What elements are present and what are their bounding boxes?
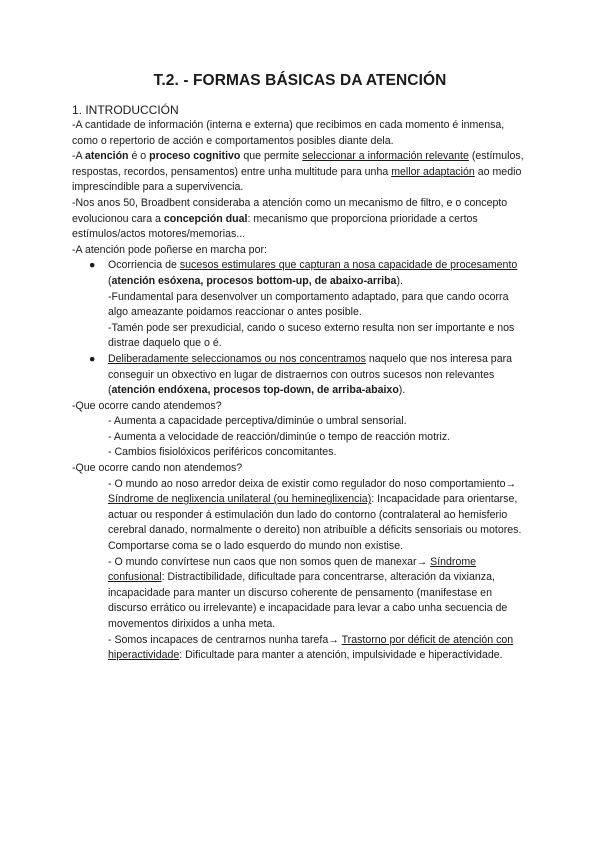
list-item: - Aumenta a velocidade de reacción/diminúe o tempo de reacción motriz. — [108, 430, 451, 443]
sub-paragraph: -Tamén pode ser prexudicial, cando o suceso externo resulta non ser importante e nos distrae daquelo que o é. — [108, 321, 515, 350]
list-item: - Cambios fisiolóxicos periféricos concomitantes. — [108, 446, 337, 459]
paragraph-broadbent: -Nos anos 50, Broadbent consideraba a atención como un mecanismo de filtro, e o concepto evolucionou cara a concepción dual: mecanismo que proporciona prioridade a certos estímulos/actos motores/memorias... — [72, 196, 508, 241]
attending-effects-list — [72, 414, 528, 461]
paragraph-attention-definition: -A atención é o proceso cognitivo que permite seleccionar a información relevante (estímulos, respostas, recordos, pensamentos) entre unha multitude para unha mellor adaptación ao medio imprescindible para a supervivencia. — [72, 150, 524, 194]
list-item: - O mundo ao noso arredor deixa de existir como regulador do noso comportamiento→ Síndrome de neglixencia unilateral (ou hemineglixencia): Incapacidade para orientarse, actuar ou responder á estimulación dun lado do contorno (contralateral ao hemisferio cerebral danado, normalmente o dereito) non atribuíble a déficits sensoriais ou motores. Comportarse coma se o lado esquerdo do mundo non existise. — [108, 477, 522, 553]
bullet-icon: ● — [89, 259, 96, 272]
not-attending-effects-list — [72, 477, 528, 664]
section-heading: 1. INTRODUCCIÓN — [72, 103, 179, 117]
list-item: ● Deliberadamente seleccionamos ou nos concentramos naquelo que nos interesa para conseguir un obxectivo en lugar de distraernos con outros sucesos non relevantes (atención endóxena, procesos top-down, de arriba-abaixo). — [89, 352, 513, 397]
sub-paragraph: -Fundamental para desenvolver un comportamento adaptado, para que cando ocorra algo ameazante poidamos reaccionar o antes posible. — [108, 290, 509, 319]
question-attending: -Que ocorre cando atendemos? — [72, 399, 222, 412]
paragraph-triggers: -A atención pode poñerse en marcha por: — [72, 243, 267, 256]
question-not-attending: -Que ocorre cando non atendemos? — [72, 462, 243, 475]
list-item: - Somos incapaces de centrarnos nunha tarefa→ Trastorno por déficit de atención con hiperactividade: Dificultade para manter a atención, impulsividade e hiperactividade. — [108, 633, 514, 662]
list-item: - O mundo convírtese nun caos que non somos quen de manexar→ Síndrome confusional: Distractibilidade, dificultade para concentrarse, alteración da vixianza, incapacidade para manter un discurso coherente de pensamento (manifestase en discurso errático ou irrelevante) e incapacidade para levar a cabo unha secuencia de movementos dirixidos a unha meta. — [108, 555, 508, 630]
list-item: ● Ocorriencia de sucesos estimulares que capturan a nosa capacidade de procesamento (atención esóxena, procesos bottom-up, de abaixo-arriba). -Fundamental para desenvolver un comportamento adaptado, para que cando ocorra algo ameazante poidamos reaccionar o antes posible. -Tamén pode ser prexudicial, cando o suceso externo resulta non ser importante e nos distrae daquelo que o é. — [72, 258, 528, 352]
document-body — [72, 118, 528, 664]
bullet-icon: ● — [89, 352, 96, 365]
page-title: T.2. - FORMAS BÁSICAS DA ATENCIÓN — [153, 72, 447, 89]
list-item: - Aumenta a capacidade perceptiva/diminúe o umbral sensorial. — [108, 415, 407, 428]
paragraph-intro: -A cantidade de información (interna e externa) que recibimos en cada momento é inmensa, como o repertorio de acción e comportamentos posibles diante dela. — [72, 119, 505, 147]
